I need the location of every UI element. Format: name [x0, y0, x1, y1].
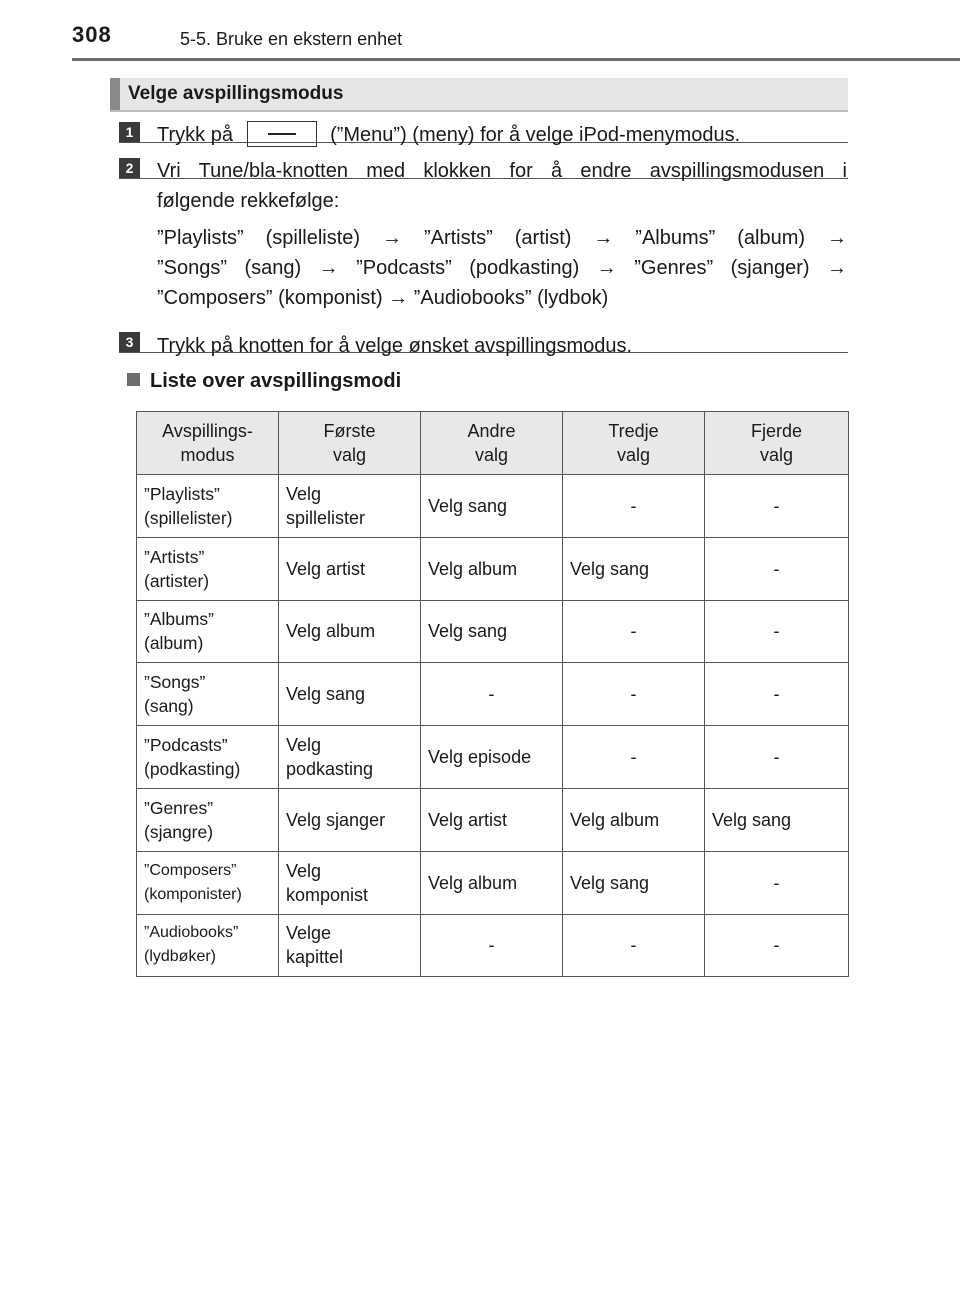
table-cell: Velg sang [563, 851, 705, 914]
step-2-sequence-3: ”Composers” (komponist) → ”Audiobooks” (lydbok) [157, 287, 609, 309]
table-row [137, 600, 849, 663]
table-cell: Velg artist [421, 788, 563, 851]
header-fourth-choice: Fjerde valg [705, 412, 849, 475]
table-cell: - [705, 537, 849, 600]
table-cell: - [705, 663, 849, 726]
table-cell: ”Songs” (sang) [137, 663, 279, 726]
table-cell: - [563, 663, 705, 726]
section-title: 5-5. Bruke en ekstern enhet [180, 29, 403, 49]
title-bar-accent [110, 78, 120, 110]
table-cell: Velg sjanger [279, 788, 421, 851]
table-cell: Velg album [279, 600, 421, 663]
header-first-choice: Første valg [279, 412, 421, 475]
subheading [127, 370, 401, 393]
table-cell: - [563, 475, 705, 538]
step-1-after: (”Menu”) (meny) for å velge iPod-menymodus. [330, 124, 741, 146]
table-cell: ”Artists” (artister) [137, 537, 279, 600]
table-cell: - [705, 914, 849, 977]
header-mode: Avspillings- modus [137, 412, 279, 475]
table-row [137, 726, 849, 789]
table-cell: - [421, 914, 563, 977]
menu-button-icon [247, 121, 317, 147]
step-3-text: Trykk på knotten for å velge ønsket avspillingsmodus. [157, 335, 633, 357]
table-cell: - [563, 726, 705, 789]
table-cell: Velg artist [279, 537, 421, 600]
table-cell: Velg album [421, 851, 563, 914]
table-cell: - [705, 851, 849, 914]
step-2-sequence-1: ”Playlists” (spilleliste) → ”Artists” (artist) → ”Albums” (album) → [157, 227, 847, 249]
header-second-choice: Andre valg [421, 412, 563, 475]
table-cell: - [563, 600, 705, 663]
table-row [137, 851, 849, 914]
title-bar-text: Velge avspillingsmodus [128, 83, 344, 104]
table-cell: - [705, 475, 849, 538]
table-cell: Velg album [563, 788, 705, 851]
step-2-line-1: Vri Tune/bla-knotten med klokken for å endre avspillingsmodusen i [157, 160, 847, 182]
square-bullet-icon [127, 373, 140, 386]
table-row [137, 788, 849, 851]
table-cell: - [421, 663, 563, 726]
table-cell: ”Albums” (album) [137, 600, 279, 663]
step-1-text [157, 120, 847, 150]
table-header-row [137, 412, 849, 475]
table-cell: - [563, 914, 705, 977]
subheading-text: Liste over avspillingsmodi [150, 370, 402, 392]
table-cell: ”Playlists” (spillelister) [137, 475, 279, 538]
header-third-choice: Tredje valg [563, 412, 705, 475]
table-cell: ”Podcasts” (podkasting) [137, 726, 279, 789]
step-3-badge: 3 [119, 332, 140, 353]
table-cell: Velg album [421, 537, 563, 600]
step-2-badge: 2 [119, 158, 140, 179]
table-row [137, 663, 849, 726]
table-cell: - [705, 600, 849, 663]
page-header [72, 20, 960, 60]
table-cell: Velg sang [279, 663, 421, 726]
table-row [137, 914, 849, 977]
header-rule [72, 58, 960, 61]
table-cell: - [705, 726, 849, 789]
title-bar [110, 78, 848, 112]
table-cell: Velge kapittel [279, 914, 421, 977]
table-cell: Velg sang [421, 475, 563, 538]
table-cell: Velg episode [421, 726, 563, 789]
step-2-line-2: følgende rekkefølge: [157, 190, 340, 212]
table-cell: Velg sang [421, 600, 563, 663]
page-number: 308 [72, 22, 112, 47]
table-row [137, 537, 849, 600]
table-cell: ”Genres” (sjangre) [137, 788, 279, 851]
step-1-before: Trykk på [157, 124, 233, 146]
step-2-sequence-2: ”Songs” (sang) → ”Podcasts” (podkasting) → ”Genres” (sjanger) → [157, 257, 847, 279]
table-cell: Velg komponist [279, 851, 421, 914]
table-cell: Velg sang [705, 788, 849, 851]
playback-modes-table [136, 411, 849, 977]
table-cell: ”Composers” (komponister) [137, 851, 279, 914]
table-cell: Velg podkasting [279, 726, 421, 789]
table-row [137, 475, 849, 538]
table-cell: Velg spillelister [279, 475, 421, 538]
table-cell: ”Audiobooks” (lydbøker) [137, 914, 279, 977]
table-cell: Velg sang [563, 537, 705, 600]
step-1-badge: 1 [119, 122, 140, 143]
